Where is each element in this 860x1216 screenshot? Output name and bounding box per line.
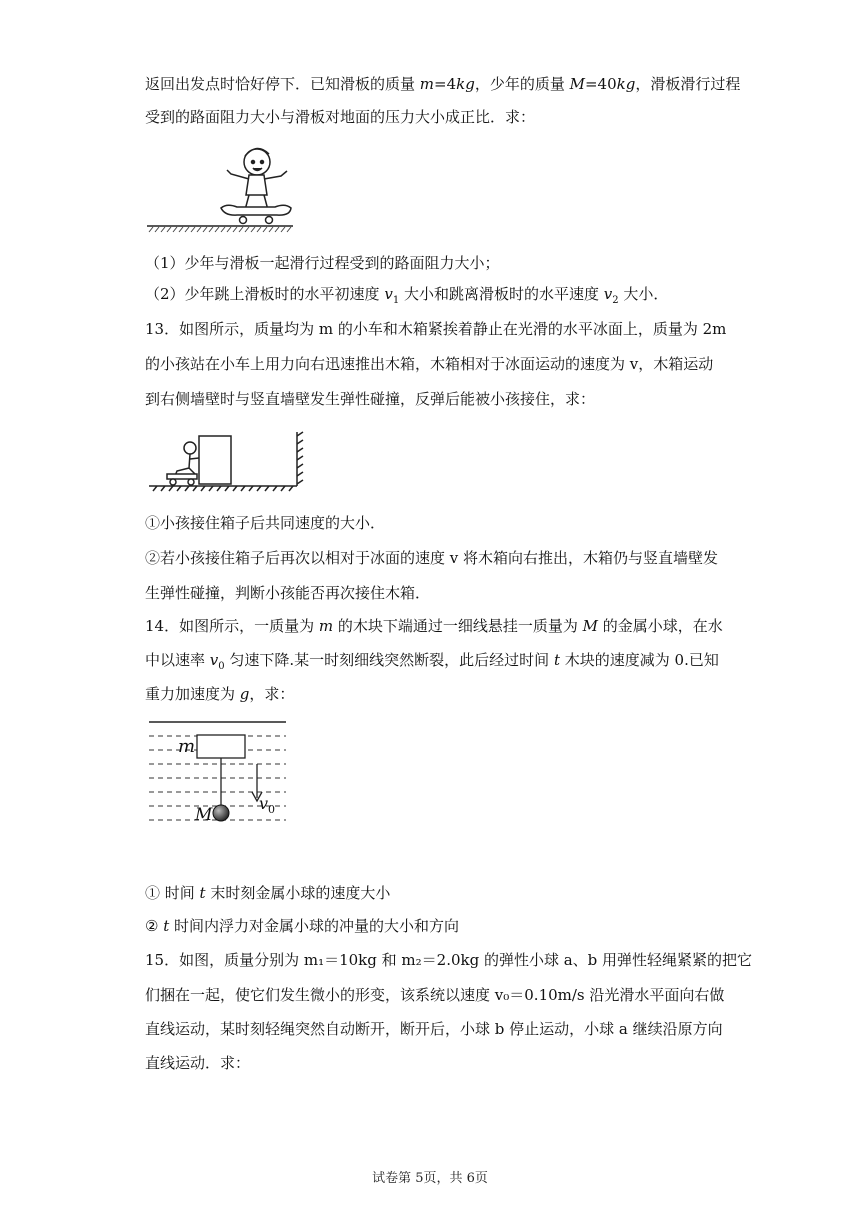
p13-q2b: 生弹性碰撞，判断小孩能否再次接住木箱． xyxy=(145,584,431,602)
p12-q1: （1）少年与滑板一起滑行过程受到的路面阻力大小； xyxy=(145,254,500,272)
ice-cart-box-wall-figure xyxy=(145,428,305,494)
p13-line1: 13．如图所示，质量均为 m 的小车和木箱紧挨着静止在光滑的水平冰面上，质量为 2m xyxy=(145,320,727,338)
p14-line1: 14．如图所示，一质量为 m 的木块下端通过一细线悬挂一质量为 M 的金属小球，在水 xyxy=(145,617,723,635)
p14-q1: ① 时间 t 末时刻金属小球的速度大小 xyxy=(145,884,391,902)
p15-line4: 直线运动．求： xyxy=(145,1054,251,1072)
p13-line2: 的小孩站在小车上用力向右迅速推出木箱，木箱相对于冰面运动的速度为 v，木箱运动 xyxy=(145,355,714,373)
water-block-ball-figure xyxy=(145,716,290,834)
p12-q2: （2）少年跳上滑板时的水平初速度 $v_1$ 大小和跳离滑板时的水平速度 $v_2$ 大小． xyxy=(145,285,669,306)
p13-q1: ①小孩接住箱子后共同速度的大小． xyxy=(145,514,386,532)
p15-line1: 15．如图，质量分别为 m₁＝10kg 和 m₂＝2.0kg 的弹性小球 a、b 用弹性轻绳紧紧的把它 xyxy=(145,951,753,969)
p14-line3: 重力加速度为 g，求： xyxy=(145,685,295,703)
skateboard-figure xyxy=(145,140,295,235)
p15-line3: 直线运动，某时刻轻绳突然自动断开，断开后，小球 b 停止运动，小球 a 继续沿原方向 xyxy=(145,1020,723,1038)
p14-q2: ② t 时间内浮力对金属小球的冲量的大小和方向 xyxy=(145,917,460,935)
p14-line2: 中以速率 $v_0$ 匀速下降.某一时刻细线突然断裂，此后经过时间 t 木块的速度减为 0.已知 xyxy=(145,651,719,672)
block-mass-label: m xyxy=(178,736,196,757)
p12-line2: 受到的路面阻力大小与滑板对地面的压力大小成正比．求： xyxy=(145,108,536,126)
ball-mass-label: M xyxy=(195,805,213,825)
p12-line1: 返回出发点时恰好停下．已知滑板的质量 m=4kg，少年的质量 M=40kg，滑板滑行过程 xyxy=(145,75,741,93)
page-footer: 试卷第 5页，共 6页 xyxy=(372,1171,488,1186)
p15-line2: 们捆在一起，使它们发生微小的形变，该系统以速度 v₀＝0.10m/s 沿光滑水平面向右做 xyxy=(145,986,725,1004)
p13-line3: 到右侧墙壁时与竖直墙壁发生弹性碰撞，反弹后能被小孩接住，求： xyxy=(145,390,596,408)
velocity-label: $v_0$ xyxy=(259,794,276,817)
p13-q2a: ②若小孩接住箱子后再次以相对于冰面的速度 v 将木箱向右推出，木箱仍与竖直墙壁发 xyxy=(145,549,719,567)
